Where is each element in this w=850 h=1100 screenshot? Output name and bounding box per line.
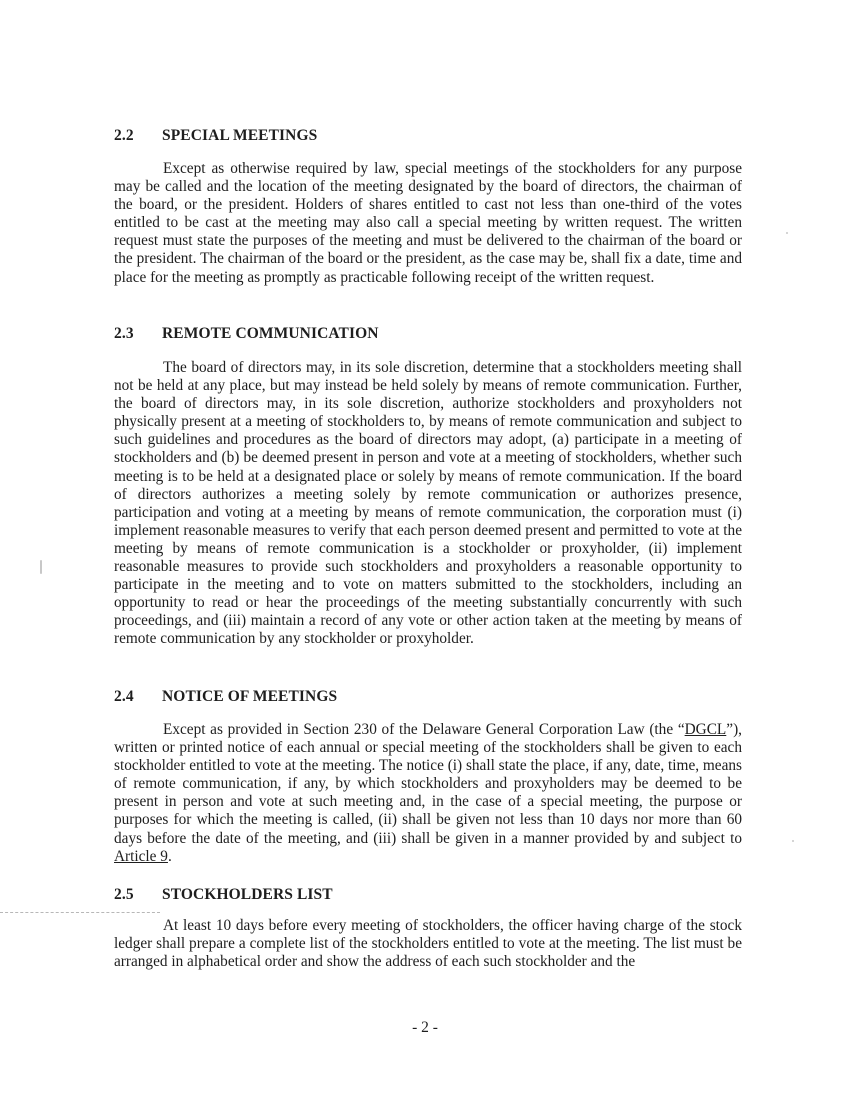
article-reference-link: Article 9: [114, 847, 168, 865]
section-title: SPECIAL MEETINGS: [162, 127, 318, 144]
page-number: - 2 -: [412, 1019, 438, 1036]
scan-speck: [792, 840, 794, 842]
section-body-2-3: The board of directors may, in its sole discretion, determine that a stockholders meeting shall not be held at any place, but may instead be held solely by means of remote communication. Further, the board of directors may, in its sole discretion, authorize stockholders and proxyholders not physically present at a meeting of stockholders to, by means of remote communication and subject to such guidelines and procedures as the board of directors may adopt, (a) participate in a meeting of stockholders and (b) be deemed present in person and vote at a meeting of stockholders, whether such meeting is to be held at a designated place or solely by means of remote communication. If the board of directors authorizes a meeting solely by remote communication or authorizes presence, participation and voting at a meeting by means of remote communication, the corporation must (i) implement reasonable measures to verify that each person deemed present and permitted to vote at the meeting by means of remote communication is a stockholder or proxyholder, (ii) implement reasonable measures to provide such stockholders and proxyholders a reasonable opportunity to participate in the meeting and to vote on matters submitted to the stockholders, including an opportunity to read or hear the proceedings of the meeting substantially concurrently with such proceedings, and (iii) maintain a record of any vote or other action taken at the meeting by means of remote communication by any stockholder or proxyholder.: [114, 359, 742, 648]
section-heading-2-2: [114, 127, 317, 145]
section-body-2-2: Except as otherwise required by law, special meetings of the stockholders for any purpose may be called and the location of the meeting designated by the board of directors, the chairman of the board, or the president. Holders of shares entitled to cast not less than one-third of the votes entitled to be cast at the meeting may also call a special meeting by written request. The written request must state the purposes of the meeting and must be delivered to the chairman of the board or the president. The chairman of the board or the president, as the case may be, shall fix a date, time and place for the meeting as promptly as practicable following receipt of the written request.: [114, 160, 742, 286]
section-body-2-5: At least 10 days before every meeting of stockholders, the officer having charge of the stock ledger shall prepare a complete list of the stockholders entitled to vote at the meeting. The list must be arranged in alphabetical order and show the address of each such stockholder and the: [114, 917, 742, 971]
section-body-2-4: [114, 721, 742, 866]
section-title: REMOTE COMMUNICATION: [162, 325, 379, 342]
scan-speck: [786, 232, 788, 234]
defined-term-dgcl: DGCL: [684, 721, 727, 738]
scan-artifact-line: [0, 912, 160, 913]
body-text: Except as provided in Section 230 of the Delaware General Corporation Law (the “: [163, 721, 685, 738]
body-text: ”), written or printed notice of each annual or special meeting of the stockholders shall be given to each stockholder entitled to vote at the meeting. The notice (i) shall state the place, if any, date, time, means of remote communication, if any, by which stockholders and proxyholders may be deemed to be present in person and vote at such meeting and, in the case of a special meeting, the purpose or purposes for which the meeting is called, (ii) shall be given not less than 10 days nor more than 60 days before the date of the meeting, and (iii) shall be given in a manner provided by and subject to: [114, 721, 742, 847]
section-number: 2.4: [114, 688, 134, 705]
section-number: 2.2: [114, 127, 134, 144]
section-title: STOCKHOLDERS LIST: [162, 886, 333, 903]
body-text: .: [167, 847, 172, 865]
section-title: NOTICE OF MEETINGS: [162, 688, 338, 705]
section-heading-2-3: [114, 325, 379, 343]
section-heading-2-4: [114, 688, 337, 706]
section-number: 2.3: [114, 325, 134, 342]
section-number: 2.5: [114, 886, 134, 903]
section-heading-2-5: [114, 886, 333, 904]
scan-speck: [40, 560, 42, 574]
